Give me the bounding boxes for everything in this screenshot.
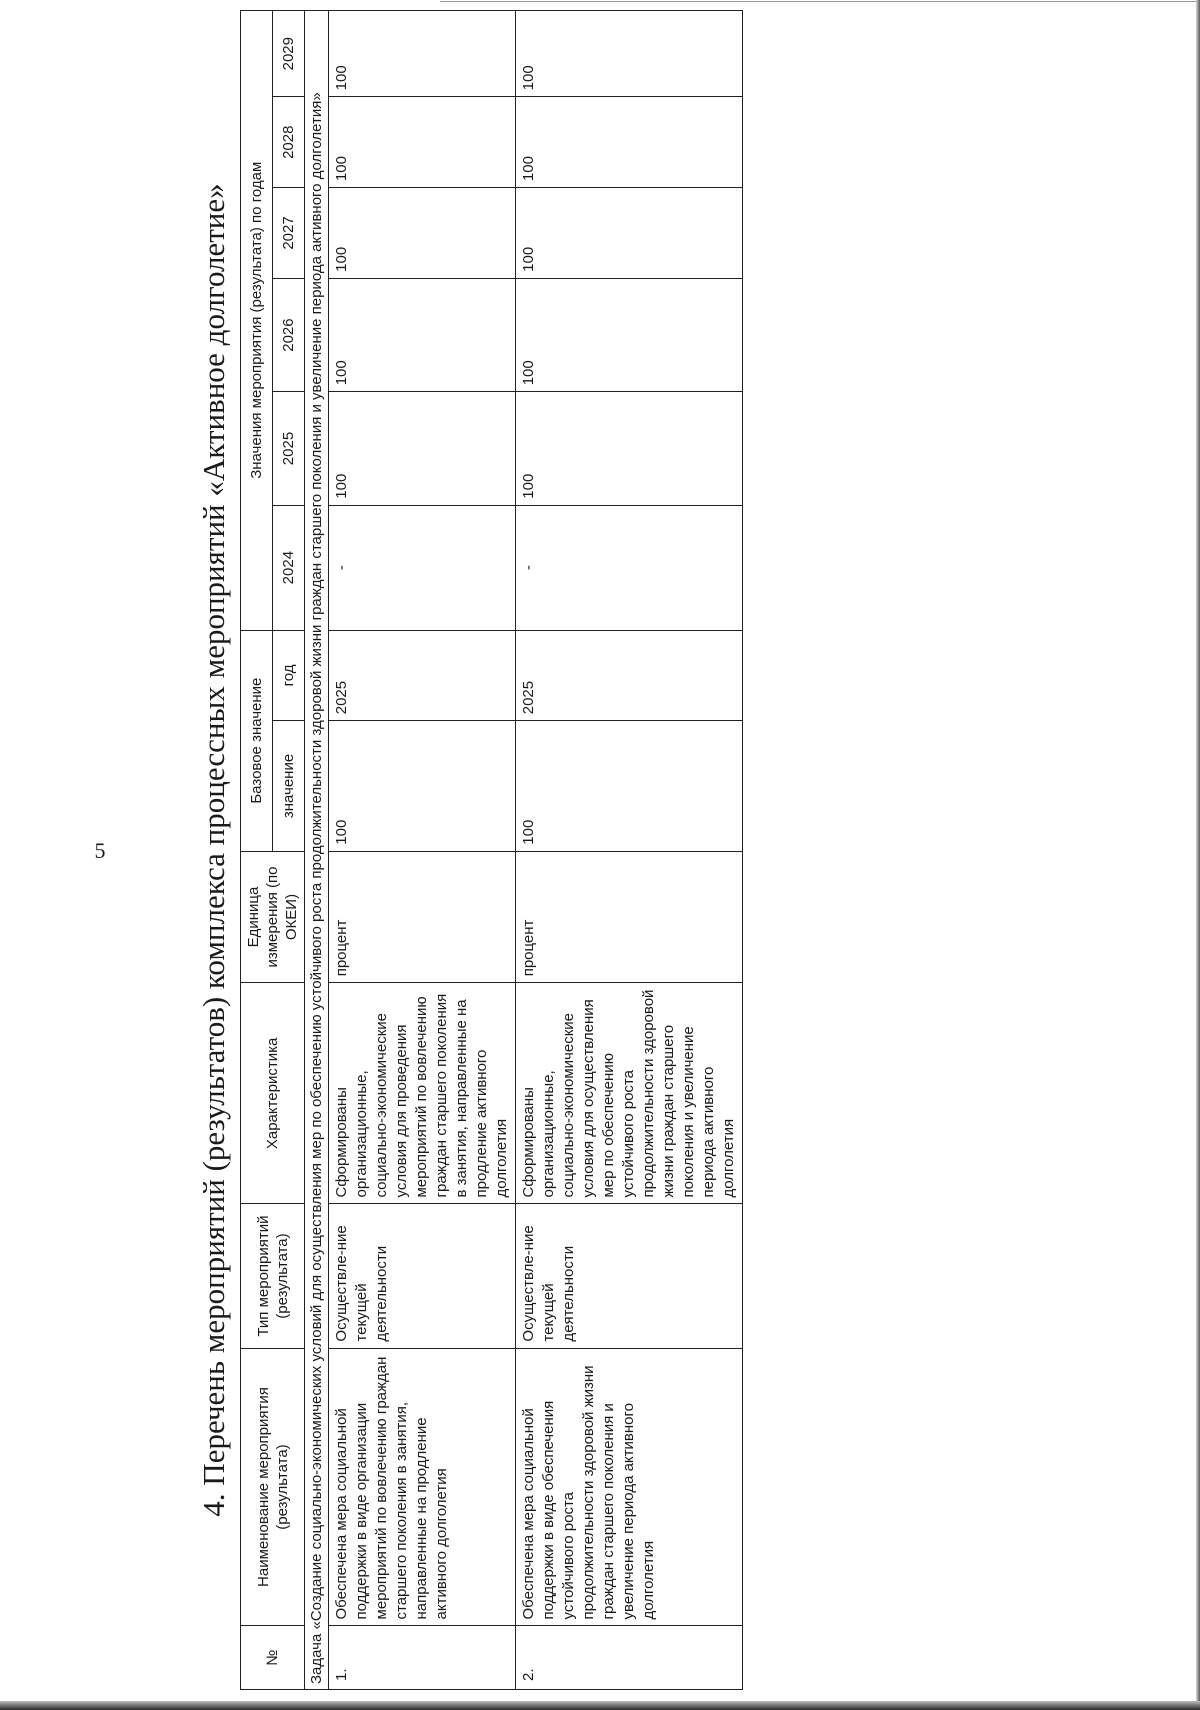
header-values-group: Значения мероприятия (результата) по годам: [241, 11, 273, 631]
row-type: Осуществле-ние текущей деятельности: [516, 1204, 743, 1348]
row-base-value: 100: [329, 721, 516, 851]
row-value-2028: 100: [516, 97, 743, 188]
row-characteristic: Сформированы организационные, социально-экономические условия для осуществления мер по обеспечению устойчивого роста продолжительности здоровой жизни граждан старшего поколения и увеличение периода активного долголетия: [516, 983, 743, 1204]
header-num: №: [241, 1626, 305, 1690]
row-name: Обеспечена мера социальной поддержки в виде организации мероприятий по вовлечению граждан старшего поколения в занятия, направленные на продление активного долголетия: [329, 1348, 516, 1626]
header-year: 2028: [273, 97, 305, 188]
task-row: [305, 11, 329, 1690]
row-name: Обеспечена мера социальной поддержки в виде обеспечения устойчивого роста продолжительности здоровой жизни граждан старшего поколения и увеличение периода активного долголетия: [516, 1348, 743, 1626]
measures-table: [240, 10, 743, 1690]
header-year: 2024: [273, 505, 305, 630]
row-number: 1.: [329, 1626, 516, 1690]
scan-edge-right: [1196, 0, 1200, 1710]
row-value-2027: 100: [329, 188, 516, 279]
header-base-value: значение: [273, 721, 305, 851]
row-value-2026: 100: [516, 278, 743, 391]
row-unit: процент: [516, 851, 743, 983]
row-value-2027: 100: [516, 188, 743, 279]
scan-artifact-line: [440, 1, 1200, 2]
header-characteristic: Характеристика: [241, 983, 305, 1204]
row-value-2025: 100: [329, 392, 516, 505]
scan-edge-bottom: [0, 1701, 1200, 1710]
row-value-2025: 100: [516, 392, 743, 505]
header-base-year: год: [273, 630, 305, 721]
row-value-2026: 100: [329, 278, 516, 391]
header-year: 2026: [273, 278, 305, 391]
header-year: 2027: [273, 188, 305, 279]
page-number: 5: [94, 838, 106, 863]
header-year: 2029: [273, 11, 305, 97]
row-value-2029: 100: [329, 11, 516, 97]
table-row: [516, 11, 743, 1690]
table-header-row: [241, 11, 273, 1690]
row-characteristic: Сформированы организационные, социально-экономические условия для проведения мероприятий по вовлечению граждан старшего поколения в занятия, направленные на продление активного долголетия: [329, 983, 516, 1204]
row-value-2028: 100: [329, 97, 516, 188]
row-value-2024: -: [516, 505, 743, 630]
row-value-2024: -: [329, 505, 516, 630]
header-year: 2025: [273, 392, 305, 505]
task-description: Задача «Создание социально-экономических условий для осуществления мер по обеспечению устойчивого роста продолжительности здоровой жизни граждан старшего поколения и увеличение периода активного долголетия»: [305, 11, 329, 1690]
row-base-year: 2025: [329, 630, 516, 721]
header-base-group: Базовое значение: [241, 630, 273, 851]
rotated-page-content: [190, 10, 1190, 1690]
row-type: Осуществле-ние текущей деятельности: [329, 1204, 516, 1348]
document-title: 4. Перечень мероприятий (результатов) комплекса процессных мероприятий «Активное долголетие»: [196, 183, 231, 1517]
row-unit: процент: [329, 851, 516, 983]
row-base-year: 2025: [516, 630, 743, 721]
header-name: Наименование мероприятия (результата): [241, 1348, 305, 1626]
table-row: [329, 11, 516, 1690]
row-base-value: 100: [516, 721, 743, 851]
header-type: Тип мероприятий (результата): [241, 1204, 305, 1348]
row-number: 2.: [516, 1626, 743, 1690]
header-unit: Единица измерения (по ОКЕИ): [241, 851, 305, 983]
row-value-2029: 100: [516, 11, 743, 97]
